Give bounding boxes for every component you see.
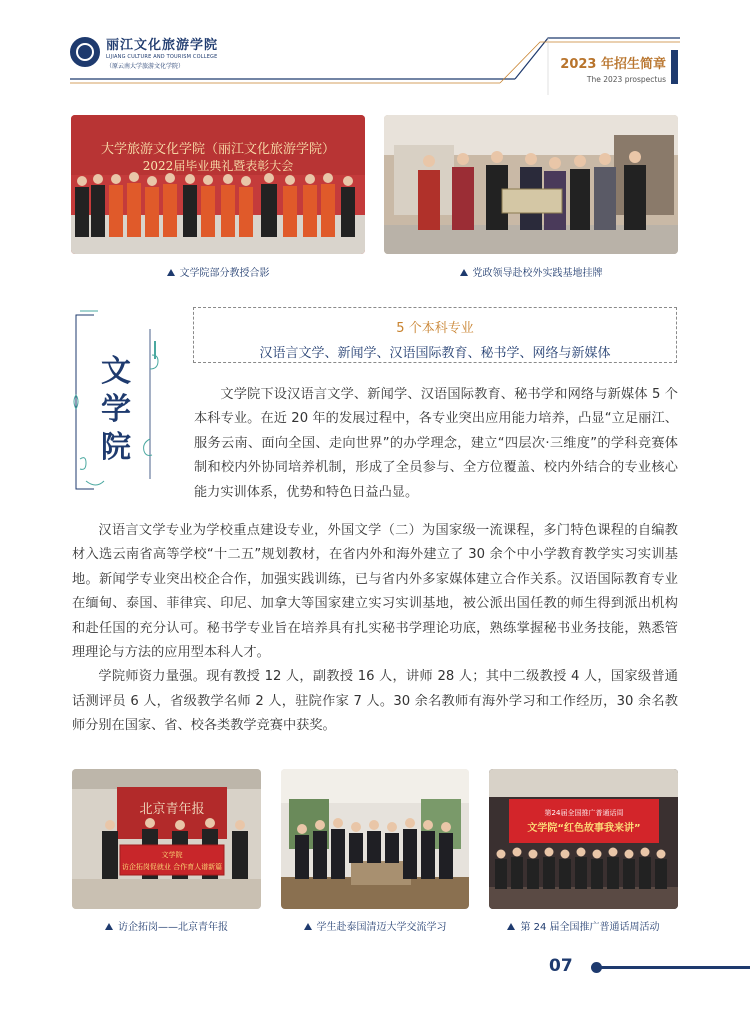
college-emblem-icon bbox=[70, 37, 100, 67]
body-paragraph-majors: 汉语言文学专业为学校重点建设专业，外国文学（二）为国家级一流课程，多门特色课程的自编教材入选云南省高等学校“十二五”规划教材，在省内外和海外建立了 30 余个中小学教育教学实习实训基地。新闻学专业突出校企合作，加强实践训练，已与省内外多家媒体建立合作关系。汉语国际教育专业在缅甸、泰国、菲律宾、印尼、加拿大等国家建立实习实训基地，被公派出国任教的师生得到派出机构和赴任国的充分认可。秘书学专业旨在培养具有扎实秘书学理论功底，熟练掌握秘书业务技能，熟悉管理理论与方法的应用型本科人才。 bbox=[72, 523, 678, 661]
screen-line-2: 文学院“红色故事我来讲” bbox=[527, 823, 641, 834]
triangle-icon bbox=[460, 269, 468, 276]
photo-thailand-exchange bbox=[281, 769, 469, 909]
prospectus-accent-bar bbox=[671, 50, 678, 84]
banner-subtext: 2022届毕业典礼暨表彰大会 bbox=[142, 159, 294, 173]
caption-mandarin-week: 第 24 届全国推广普通话周活动 bbox=[489, 918, 678, 933]
banner-text: 大学旅游文化学院（丽江文化旅游学院） bbox=[100, 142, 336, 157]
intro-paragraph: 文学院下设汉语言文学、新闻学、汉语国际教育、秘书学和网络与新媒体 5 个本科专业。在近 20 年的发展过程中，各专业突出应用能力培养，凸显“立足丽江、服务云南、面向全国、走向世界”的办学理念，建立“四层次·三维度”的学科竞赛体制和校内外协同培养机制，形成了全员参与、全方位覆盖、校内外结合的专业核心能力实训体系，优势和特色日益凸显。 bbox=[194, 387, 678, 500]
triangle-icon bbox=[507, 923, 515, 930]
caption-professors-group: 文学院部分教授合影 bbox=[71, 264, 365, 279]
photo-beijing-youth-daily bbox=[72, 769, 261, 909]
page-number: 07 bbox=[549, 956, 573, 976]
photo-mandarin-week bbox=[489, 769, 678, 909]
triangle-icon bbox=[167, 269, 175, 276]
banner-text: 访企拓岗促就业 合作育人谱新篇 bbox=[121, 863, 223, 871]
sign-text: 北京青年报 bbox=[139, 802, 205, 817]
screen-line-1: 第24届全国推广普通话周 bbox=[544, 809, 624, 817]
prospectus-title: 2023 年招生简章 bbox=[560, 57, 666, 72]
body-paragraphs bbox=[72, 519, 678, 739]
logo-former-name: （原云南大学旅游文化学院） bbox=[106, 63, 185, 70]
photo-professors-group bbox=[71, 115, 365, 254]
page-footer-line bbox=[600, 966, 750, 969]
prospectus-label bbox=[560, 53, 666, 84]
caption-beijing-youth-daily: 访企拓岗——北京青年报 bbox=[72, 918, 261, 933]
majors-count: 5 个本科专业 bbox=[396, 321, 474, 336]
department-title-block bbox=[72, 309, 164, 495]
majors-list: 汉语言文学、新闻学、汉语国际教育、秘书学、网络与新媒体 bbox=[259, 346, 611, 361]
majors-box bbox=[193, 307, 677, 363]
prospectus-english: The 2023 prospectus bbox=[586, 75, 666, 84]
photo-plaque-ceremony bbox=[384, 115, 678, 254]
caption-plaque-ceremony: 党政领导赴校外实践基地挂牌 bbox=[384, 264, 678, 279]
banner-title: 文学院 bbox=[161, 851, 183, 859]
logo-chinese-name: 丽江文化旅游学院 bbox=[106, 38, 219, 53]
triangle-icon bbox=[304, 923, 312, 930]
triangle-icon bbox=[105, 923, 113, 930]
logo-english-name: LIJIANG CULTURE AND TOURISM COLLEGE bbox=[106, 54, 218, 60]
college-logo bbox=[70, 34, 218, 70]
department-title: 文 学 院 bbox=[101, 354, 131, 465]
caption-thailand-exchange: 学生赴泰国清迈大学交流学习 bbox=[281, 918, 469, 933]
body-paragraph-faculty: 学院师资力量强。现有教授 12 人，副教授 16 人，讲师 28 人；其中二级教授 4 人，国家级普通话测评员 6 人，省级教学名师 2 人，驻院作家 7 人。30 余名教师有海外学习和工作经历，30 余名教师分别在国家、省、校各类教学竞赛中获奖。 bbox=[72, 669, 678, 734]
